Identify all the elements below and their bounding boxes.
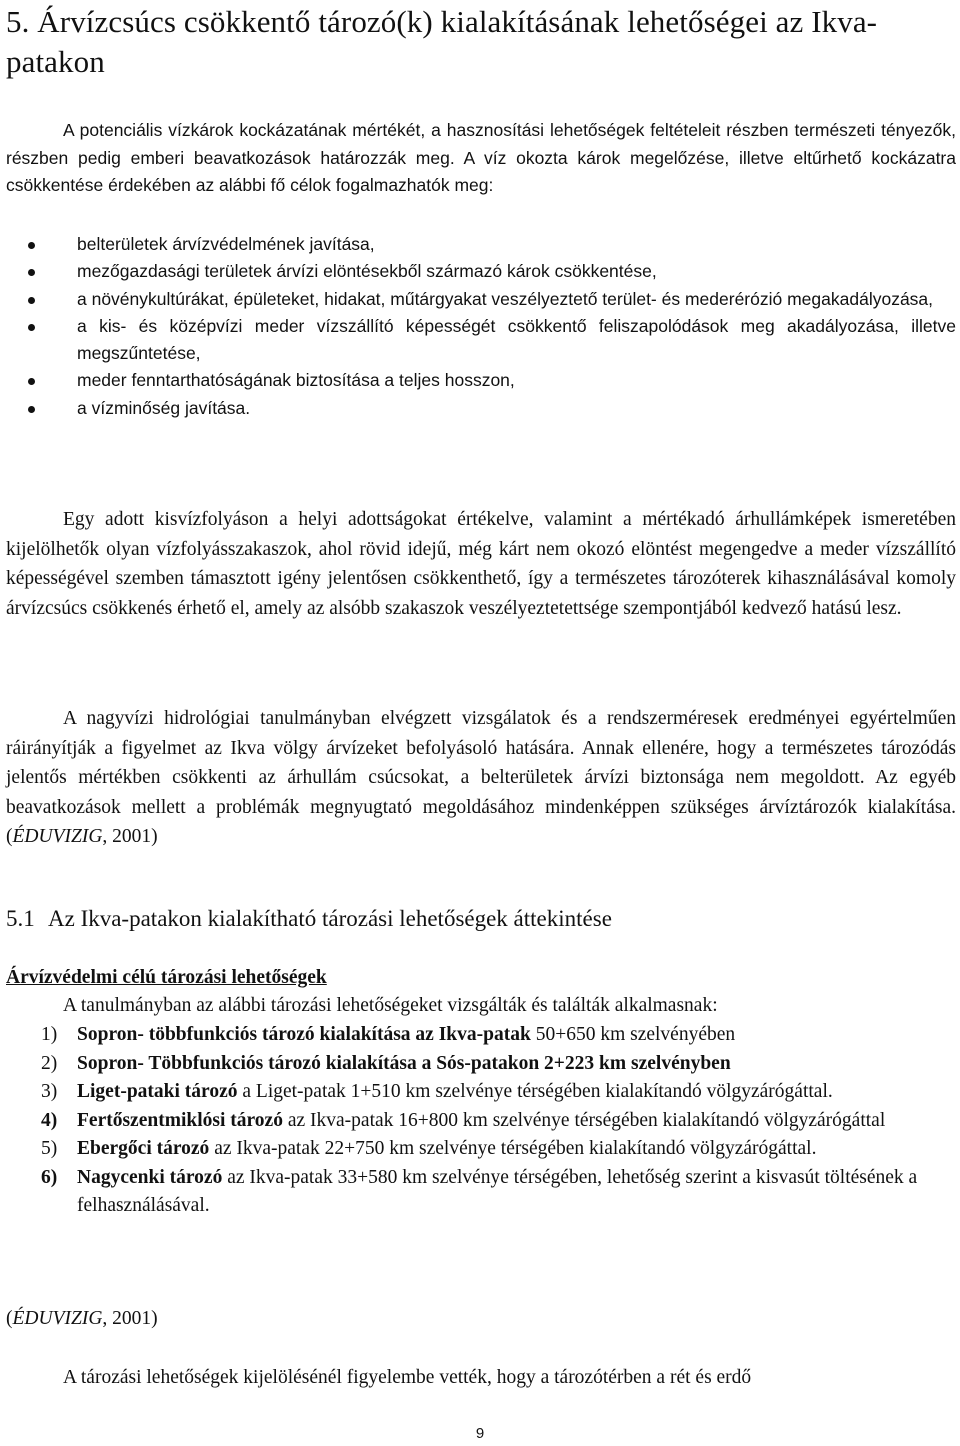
page-number: 9 bbox=[475, 1425, 485, 1442]
list-item: meder fenntarthatóságának biztosítása a teljes hosszon, bbox=[6, 367, 956, 394]
citation: (ÉDUVIZIG, 2001) bbox=[6, 1308, 158, 1329]
bullet-icon bbox=[28, 378, 35, 385]
list-item: 6) Nagycenki tározó az Ikva-patak 33+580 km szelvénye térségében, lehetőség szerint a kisvasút töltésének a felhasználásával. bbox=[41, 1166, 918, 1216]
list-item: a kis- és középvízi meder vízszállító képességét csökkentő feliszapolódások meg akadályozása, illetve megszűntetése, bbox=[6, 313, 956, 368]
intro-paragraph: A potenciális vízkárok kockázatának mértékét, a hasznosítási lehetőségek feltételeit részben természeti tényezők, részben pedig emberi beavatkozások határozzák meg. A víz okozta károk megelőzése, illetve eltűrhető kockázatra csökkentése érdekében az alábbi fő célok fogalmazhatók meg: bbox=[6, 120, 956, 196]
list-item: 1) Sopron- többfunkciós tározó kialakítása az Ikva-patak 50+650 km szelvényében bbox=[41, 1024, 736, 1045]
goals-list bbox=[6, 231, 956, 422]
chapter-title: 5. Árvízcsúcs csökkentő tározó(k) kialakításának lehetőségei az Ikva-patakon bbox=[6, 4, 878, 79]
options-list bbox=[6, 1021, 956, 1221]
list-item: 5) Ebergőci tározó az Ikva-patak 22+750 km szelvénye térségében kialakítandó völgyzárógáttal. bbox=[41, 1138, 817, 1159]
body-paragraph-3: A nagyvízi hidrológiai tanulmányban elvégzett vizsgálatok és a rendszerméresek eredményei egyértelműen ráirányítják a figyelmet az Ikva völgy árvízeket befolyásoló hatására. Annak ellenére, hogy a természetes tározódás jelentős mértékben csökkenti az árhullám csúcsokat, a belterületek árvízi biztonsága nem megoldott. Az egyéb beavatkozások mellett a problémák megnyugtató megoldásához mindenképpen szükséges árvíztározók kialakítása. (ÉDUVIZIG, 2001) bbox=[6, 708, 956, 848]
bullet-icon bbox=[28, 324, 35, 331]
bullet-icon bbox=[28, 406, 35, 413]
list-item: 3) Liget-pataki tározó a Liget-patak 1+510 km szelvénye térségében kialakítandó völgyzárógáttal. bbox=[41, 1081, 833, 1102]
citation: (ÉDUVIZIG, 2001) bbox=[6, 826, 158, 848]
body-paragraph-2: Egy adott kisvízfolyáson a helyi adottságokat értékelve, valamint a mértékadó árhullámképek ismeretében kijelölhetők olyan vízfolyásszakaszok, ahol rövid idejű, még kárt nem okozó elöntést megengedve a meder vízszállító képességével szemben támasztott igény jelentősen csökkenthető, így a természetes tározóterek kihasználásával komoly árvízcsúcs csökkenés érhető el, amely az alsóbb szakaszok veszélyeztetettsége szempontjából kedvező hatású lesz. bbox=[6, 509, 956, 619]
options-intro: A tanulmányban az alábbi tározási lehetőségeket vizsgálták és találták alkalmasnak: bbox=[63, 995, 718, 1016]
bullet-icon bbox=[28, 242, 35, 249]
bullet-icon bbox=[28, 297, 35, 304]
list-item: 2) Sopron- Többfunkciós tározó kialakítása a Sós-patakon 2+223 km szelvényben bbox=[41, 1052, 731, 1074]
section-heading: 5.1 Az Ikva-patakon kialakítható tározási lehetőségek áttekintése bbox=[6, 906, 612, 931]
list-item: a vízminőség javítása. bbox=[6, 395, 956, 422]
list-item: mezőgazdasági területek árvízi elöntésekből származó károk csökkentése, bbox=[6, 258, 956, 285]
bullet-icon bbox=[28, 269, 35, 276]
list-item: 4) Fertőszentmiklósi tározó az Ikva-patak 16+800 km szelvénye térségében kialakítandó völgyzárógáttal bbox=[41, 1109, 886, 1131]
body-paragraph-4: A tározási lehetőségek kijelölésénél figyelembe vették, hogy a tározótérben a rét és erdő bbox=[63, 1367, 752, 1388]
list-item: belterületek árvízvédelmének javítása, bbox=[6, 231, 956, 258]
subheading: Árvízvédelmi célú tározási lehetőségek bbox=[6, 967, 327, 988]
list-item: a növénykultúrákat, épületeket, hidakat, műtárgyakat veszélyeztető terület- és mederérózió megakadályozása, bbox=[6, 286, 956, 313]
